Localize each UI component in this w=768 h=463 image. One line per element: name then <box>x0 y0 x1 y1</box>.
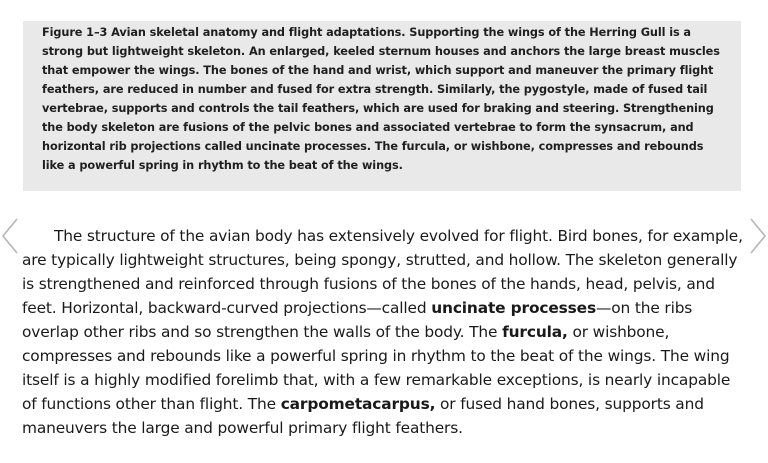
body-paragraph <box>22 224 745 440</box>
term-carpometacarpus: carpometacarpus, <box>280 395 436 413</box>
next-page-button[interactable] <box>746 216 768 256</box>
chevron-left-icon <box>0 216 22 256</box>
term-furcula: furcula, <box>502 323 568 341</box>
previous-page-button[interactable] <box>0 216 22 256</box>
chevron-right-icon <box>746 216 768 256</box>
paragraph-text: —on the ribs overlap other ribs and so strengthen the walls of the body. The <box>22 299 693 341</box>
paragraph-text: or wishbone, compresses and rebounds like a powerful spring in rhythm to the beat of the wings. The wing itself is a highly modified forelimb that, with a few remarkable exceptions, is nearly incapable of functions other than flight. The <box>22 323 731 413</box>
figure-caption: Figure 1–3 Avian skeletal anatomy and flight adaptations. Supporting the wings of the Herring Gull is a strong but lightweight skeleton. An enlarged, keeled sternum houses and anchors the large breast muscles that empower the wings. The bones of the hand and wrist, which support and maneuver the primary flight feathers, are reduced in number and fused for extra strength. Similarly, the pygostyle, made of fused tail vertebrae, supports and controls the tail feathers, which are used for braking and steering. Strengthening the body skeleton are fusions of the pelvic bones and associated vertebrae to form the synsacrum, and horizontal rib projections called uncinate processes. The furcula, or wishbone, compresses and rebounds like a powerful spring in rhythm to the beat of the wings. <box>42 26 720 172</box>
term-uncinate-processes: uncinate processes <box>431 299 596 317</box>
paragraph-text: The structure of the avian body has extensively evolved for flight. Bird bones, for example, are typically lightweight structures, being spongy, strutted, and hollow. The skeleton generally is strengthened and reinforced through fusions of the bones of the hands, head, pelvis, and feet. Horizontal, backward-curved projections—called <box>22 227 743 317</box>
paragraph-text: or fused hand bones, supports and maneuvers the large and powerful primary flight feathers. <box>22 395 704 437</box>
figure-caption-box <box>23 21 741 191</box>
